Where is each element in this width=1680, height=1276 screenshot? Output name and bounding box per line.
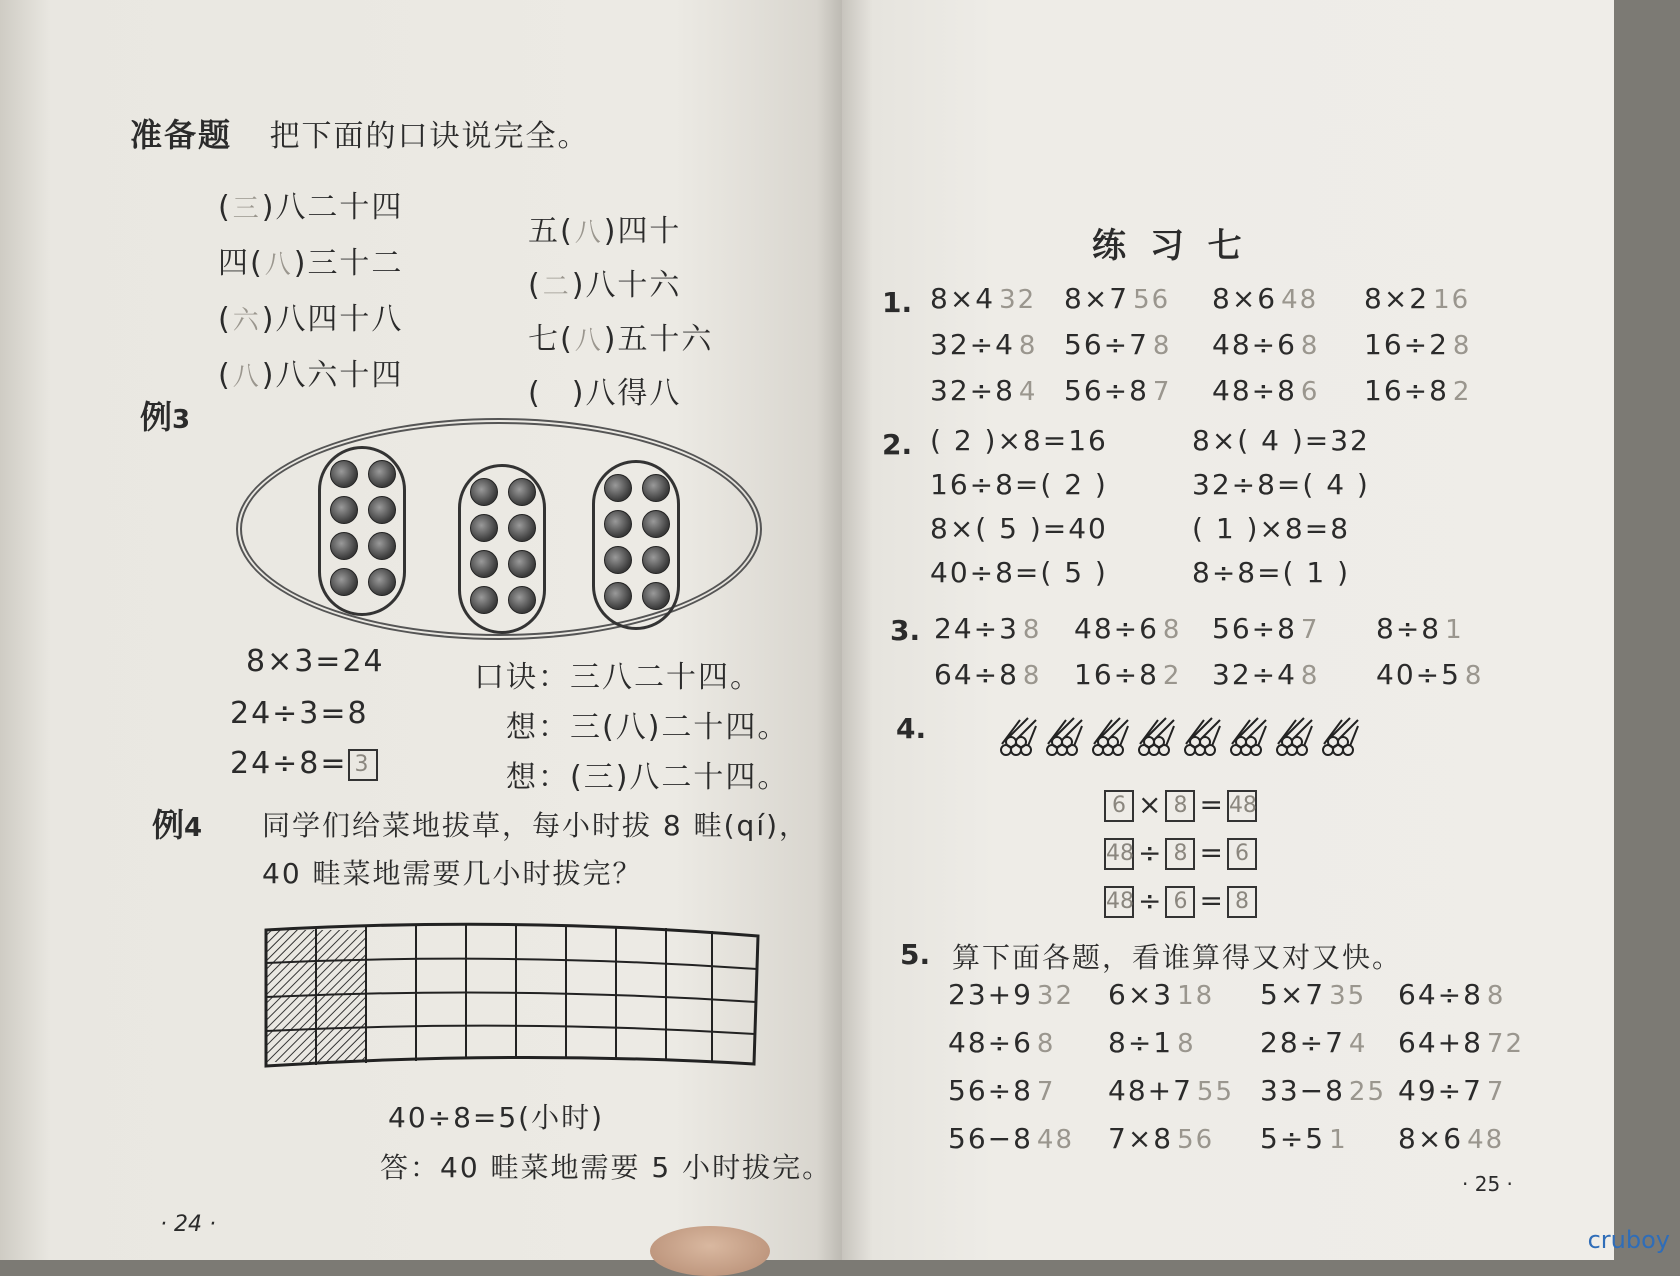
fill-in-equation: 40÷8=( 5 ) [930, 556, 1108, 589]
rhyme-line [528, 206, 681, 250]
fill-in-equation: 8×( 4 )=32 [1192, 424, 1370, 457]
handwritten-answer: 32 [1036, 981, 1074, 1011]
rhyme-prefix: 四 [218, 246, 250, 281]
paren-close: ) [261, 190, 276, 225]
problem [1212, 658, 1319, 691]
problem-text: 8×6 [1398, 1122, 1464, 1155]
problem [1074, 612, 1181, 645]
rhyme-rest: 八十六 [585, 268, 682, 303]
problem-text: 28÷7 [1260, 1026, 1345, 1059]
problem [1212, 374, 1319, 407]
apple-icon [470, 550, 498, 578]
fill-in-equation: 16÷8=( 2 ) [930, 468, 1108, 501]
problem-text: 56÷8 [1212, 612, 1297, 645]
answer-box: 48 [1104, 838, 1134, 870]
ex3-equation-1: 8×3=24 [246, 644, 385, 679]
example-3-word: 例 [140, 398, 173, 436]
ex3-equation-3 [230, 746, 378, 781]
problem [930, 374, 1037, 407]
rhyme-rest: 八六十四 [275, 358, 404, 393]
apple-icon [330, 568, 358, 596]
apple-icon [470, 586, 498, 614]
problem [948, 1074, 1055, 1107]
problem-text: 8÷8 [1376, 612, 1442, 645]
rhyme-answer: 八 [574, 218, 603, 248]
problem-text: 48÷8 [1212, 374, 1297, 407]
problem-text: 56÷8 [948, 1074, 1033, 1107]
rhyme-answer: 二 [542, 272, 571, 302]
problem-text: 32÷4 [930, 328, 1015, 361]
answer-box: 48 [1227, 790, 1257, 822]
apple-icon [368, 532, 396, 560]
problem [1064, 282, 1170, 315]
problem [1108, 1122, 1214, 1155]
handwritten-answer: 8 [1464, 661, 1484, 691]
paren-open: ( [560, 322, 574, 357]
ex3-rhyme-2-text: 三(八)二十四。 [570, 710, 790, 745]
problem [1376, 612, 1464, 645]
page-number-right: · 25 · [1462, 1172, 1513, 1196]
handwritten-answer: 8 [1300, 661, 1320, 691]
problem-text: 56÷7 [1064, 328, 1149, 361]
problem [1398, 1074, 1505, 1107]
ex3-rhyme-3-text: (三)八二十四。 [570, 760, 790, 795]
handwritten-answer: 8 [1162, 615, 1182, 645]
rhyme-rest: 八得八 [585, 376, 682, 411]
rhyme-line [528, 314, 713, 358]
problem [948, 1122, 1074, 1155]
paren-close: ) [603, 322, 618, 357]
operator: = [1199, 788, 1223, 821]
handwritten-answer: 2 [1452, 377, 1472, 407]
handwritten-answer: 4 [1348, 1029, 1368, 1059]
stick-bundle-icon [1228, 714, 1268, 758]
apple-icon [508, 586, 536, 614]
paren-open: ( [250, 246, 264, 281]
problem-text: 32÷4 [1212, 658, 1297, 691]
right-page [842, 0, 1614, 1260]
problem-text: 64÷8 [934, 658, 1019, 691]
rhyme-line [528, 260, 681, 304]
handwritten-answer: 32 [999, 285, 1037, 315]
apple-icon [508, 550, 536, 578]
apple-icon [368, 496, 396, 524]
problem-text: 5÷5 [1260, 1122, 1326, 1155]
q5-instruction: 算下面各题，看谁算得又对又快。 [952, 941, 1403, 974]
handwritten-answer: 56 [1133, 285, 1171, 315]
paren-open: ( [218, 190, 232, 225]
problem-text: 56÷8 [1064, 374, 1149, 407]
apple-icon [368, 568, 396, 596]
handwritten-answer: 1 [1329, 1125, 1348, 1155]
handwritten-answer: 8 [1018, 331, 1038, 361]
prep-title: 准备题 [130, 116, 233, 154]
handwritten-answer: 6 [1300, 377, 1320, 407]
handwritten-answer: 7 [1300, 615, 1320, 645]
problem [1074, 658, 1181, 691]
example-3-number: 3 [172, 405, 191, 435]
q5-number: 5. [900, 938, 931, 971]
fill-in-equation: 32÷8=( 4 ) [1192, 468, 1370, 501]
handwritten-answer: 7 [1486, 1077, 1506, 1107]
apple-icon [604, 510, 632, 538]
handwritten-answer: 1 [1445, 615, 1464, 645]
problem [1364, 328, 1471, 361]
handwritten-answer: 25 [1348, 1077, 1386, 1107]
apple-icon [330, 460, 358, 488]
problem-text: 49÷7 [1398, 1074, 1483, 1107]
answer-box: 8 [1165, 790, 1195, 822]
problem-text: 8×2 [1364, 282, 1430, 315]
example-4-word: 例 [152, 806, 185, 844]
problem-text: 64+8 [1398, 1026, 1483, 1059]
stick-bundle-icon [1274, 714, 1314, 758]
paren-close: ) [571, 268, 586, 303]
rhyme-answer: 八 [232, 362, 261, 392]
problem [1212, 328, 1319, 361]
rhyme-answer: 三 [232, 194, 261, 224]
prep-text: 把下面的口诀说完全。 [269, 119, 590, 154]
problem [1260, 978, 1366, 1011]
stick-bundle-icon [1320, 714, 1360, 758]
problem [1212, 282, 1318, 315]
q3-number: 3. [890, 614, 921, 647]
rhyme-rest: 三十二 [307, 246, 404, 281]
problem-text: 48÷6 [1074, 612, 1159, 645]
rhyme-line [218, 238, 403, 282]
handwritten-answer: 16 [1433, 285, 1471, 315]
answer-box: 6 [1104, 790, 1134, 822]
problem [1064, 374, 1171, 407]
apple-icon [368, 460, 396, 488]
paren-close: ) [261, 302, 276, 337]
page-number-left: · 24 · [160, 1212, 216, 1237]
handwritten-answer: 4 [1018, 377, 1038, 407]
exercise-title: 练 习 七 [1092, 226, 1248, 266]
problem [1376, 658, 1483, 691]
q2-number: 2. [882, 428, 913, 461]
paren-open: ( [218, 302, 232, 337]
paren-close: ) [571, 376, 586, 411]
problem-text: 48+7 [1108, 1074, 1193, 1107]
rhyme-rest: 八二十四 [275, 190, 404, 225]
handwritten-answer: 56 [1177, 1125, 1215, 1155]
handwritten-answer: 7 [1036, 1077, 1056, 1107]
ex3-rhyme-1-label: 口诀： [474, 660, 570, 695]
handwritten-answer: 8 [1486, 981, 1506, 1011]
handwritten-answer: 7 [1152, 377, 1172, 407]
apple-icon [604, 582, 632, 610]
problem-text: 6×3 [1108, 978, 1174, 1011]
operator: ÷ [1138, 836, 1162, 869]
rhyme-answer: 八 [574, 326, 603, 356]
apple-icon [642, 546, 670, 574]
rhyme-answer: 八 [264, 250, 293, 280]
answer-box: 48 [1104, 886, 1134, 918]
ex4-question-line-1: 同学们给菜地拔草，每小时拔 8 畦(qí)， [262, 809, 810, 842]
problem [1260, 1026, 1367, 1059]
problem [1260, 1074, 1386, 1107]
problem-text: 8×7 [1064, 282, 1130, 315]
thumb [650, 1226, 770, 1276]
operator: = [1199, 884, 1223, 917]
problem-text: 40÷5 [1376, 658, 1461, 691]
rhyme-rest: 八四十八 [275, 302, 404, 337]
problem [1364, 374, 1471, 407]
answer-box: 8 [1165, 838, 1195, 870]
ex3-eq3-box: 3 [348, 749, 378, 781]
example-4-label [152, 800, 202, 846]
problem-text: 16÷8 [1364, 374, 1449, 407]
fill-in-equation: ( 2 )×8=16 [930, 424, 1108, 457]
answer-box: 8 [1227, 886, 1257, 918]
ex3-rhyme-1-text: 三八二十四。 [570, 660, 762, 695]
rhyme-line [218, 182, 403, 226]
prep-heading [130, 110, 590, 156]
handwritten-answer: 8 [1177, 1029, 1196, 1059]
box-equation [1104, 836, 1257, 870]
ex3-rhyme-2 [506, 702, 789, 746]
problem [1108, 978, 1214, 1011]
apple-icon [470, 514, 498, 542]
q4-number: 4. [896, 712, 927, 745]
operator: × [1138, 788, 1162, 821]
problem-text: 64÷8 [1398, 978, 1483, 1011]
operator: ÷ [1138, 884, 1162, 917]
handwritten-answer: 8 [1452, 331, 1472, 361]
rhyme-rest: 五十六 [617, 322, 714, 357]
problem [1364, 282, 1470, 315]
handwritten-answer: 48 [1036, 1125, 1074, 1155]
handwritten-answer: 48 [1467, 1125, 1505, 1155]
ex3-rhyme-2-label: 想： [506, 710, 570, 745]
handwritten-answer: 8 [1022, 615, 1042, 645]
rhyme-answer: 六 [232, 306, 261, 336]
problem [930, 328, 1037, 361]
paren-close: ) [293, 246, 308, 281]
problem [934, 658, 1041, 691]
handwritten-answer: 35 [1329, 981, 1367, 1011]
problem-text: 8×6 [1212, 282, 1278, 315]
handwritten-answer: 8 [1300, 331, 1320, 361]
fill-in-equation: 8÷8=( 1 ) [1192, 556, 1351, 589]
paren-open: ( [528, 268, 542, 303]
watermark: cruboy [1587, 1226, 1670, 1254]
ex3-rhyme-3-label: 想： [506, 760, 570, 795]
paren-open: ( [560, 214, 574, 249]
apple-icon [508, 514, 536, 542]
problem [1212, 612, 1319, 645]
problem-text: 24÷3 [934, 612, 1019, 645]
box-equation [1104, 884, 1257, 918]
problem [1398, 978, 1505, 1011]
handwritten-answer: 2 [1162, 661, 1182, 691]
handwritten-answer: 8 [1022, 661, 1042, 691]
fill-in-equation: 8×( 5 )=40 [930, 512, 1108, 545]
problem [930, 282, 1036, 315]
answer-box: 6 [1227, 838, 1257, 870]
problem-text: 48÷6 [948, 1026, 1033, 1059]
problem-text: 5×7 [1260, 978, 1326, 1011]
box-equation [1104, 788, 1257, 822]
apple-icon [642, 582, 670, 610]
problem [1398, 1026, 1524, 1059]
handwritten-answer: 18 [1177, 981, 1215, 1011]
problem-text: 8÷1 [1108, 1026, 1174, 1059]
example-4-number: 4 [184, 813, 203, 843]
q1-number: 1. [882, 286, 913, 319]
problem [934, 612, 1041, 645]
apple-icon [604, 546, 632, 574]
paren-close: ) [261, 358, 276, 393]
ex3-equation-2: 24÷3=8 [230, 696, 369, 731]
problem [1108, 1074, 1234, 1107]
problem-text: 7×8 [1108, 1122, 1174, 1155]
problem [1398, 1122, 1504, 1155]
ex3-eq3-text: 24÷8= [230, 746, 348, 781]
stick-bundle-icon [1182, 714, 1222, 758]
ex3-rhyme-3 [506, 752, 789, 796]
problem [1064, 328, 1171, 361]
stick-bundle-icon [1044, 714, 1084, 758]
paren-open: ( [218, 358, 232, 393]
ex3-rhyme-1 [474, 652, 762, 696]
problem-text: 8×4 [930, 282, 996, 315]
apple-icon [642, 474, 670, 502]
fill-in-equation: ( 1 )×8=8 [1192, 512, 1351, 545]
handwritten-answer: 8 [1152, 331, 1172, 361]
rhyme-line [218, 350, 403, 394]
problem-text: 32÷8 [930, 374, 1015, 407]
example-3-label [140, 392, 190, 438]
problem-text: 48÷6 [1212, 328, 1297, 361]
apple-icon [508, 478, 536, 506]
problem-text: 16÷2 [1364, 328, 1449, 361]
handwritten-answer: 48 [1281, 285, 1319, 315]
rhyme-rest: 四十 [617, 214, 682, 249]
apple-icon [470, 478, 498, 506]
paren-open: ( [528, 376, 542, 411]
operator: = [1199, 836, 1223, 869]
ex4-answer: 答：40 畦菜地需要 5 小时拔完。 [380, 1151, 833, 1184]
apple-icon [330, 532, 358, 560]
ex4-equation: 40÷8=5(小时) [388, 1101, 605, 1134]
apple-icon [642, 510, 670, 538]
rhyme-line [528, 368, 681, 412]
stick-bundle-icon [1090, 714, 1130, 758]
problem [948, 1026, 1055, 1059]
problem-text: 23+9 [948, 978, 1033, 1011]
problem-text: 56−8 [948, 1122, 1033, 1155]
rhyme-prefix: 七 [528, 322, 560, 357]
handwritten-answer: 55 [1196, 1077, 1234, 1107]
garden-plot-grid [262, 922, 762, 1072]
answer-box: 6 [1165, 886, 1195, 918]
apple-icon [604, 474, 632, 502]
apple-icon [330, 496, 358, 524]
stick-bundle-icon [1136, 714, 1176, 758]
problem [1260, 1122, 1348, 1155]
handwritten-answer: 8 [1036, 1029, 1056, 1059]
problem-text: 33−8 [1260, 1074, 1345, 1107]
stick-bundle-icon [998, 714, 1038, 758]
rhyme-line [218, 294, 403, 338]
ex4-question-line-2: 40 畦菜地需要几小时拔完？ [262, 857, 643, 890]
problem [948, 978, 1074, 1011]
handwritten-answer: 72 [1486, 1029, 1524, 1059]
rhyme-prefix: 五 [528, 214, 560, 249]
left-page [0, 0, 842, 1260]
problem-text: 16÷8 [1074, 658, 1159, 691]
paren-close: ) [603, 214, 618, 249]
problem [1108, 1026, 1196, 1059]
